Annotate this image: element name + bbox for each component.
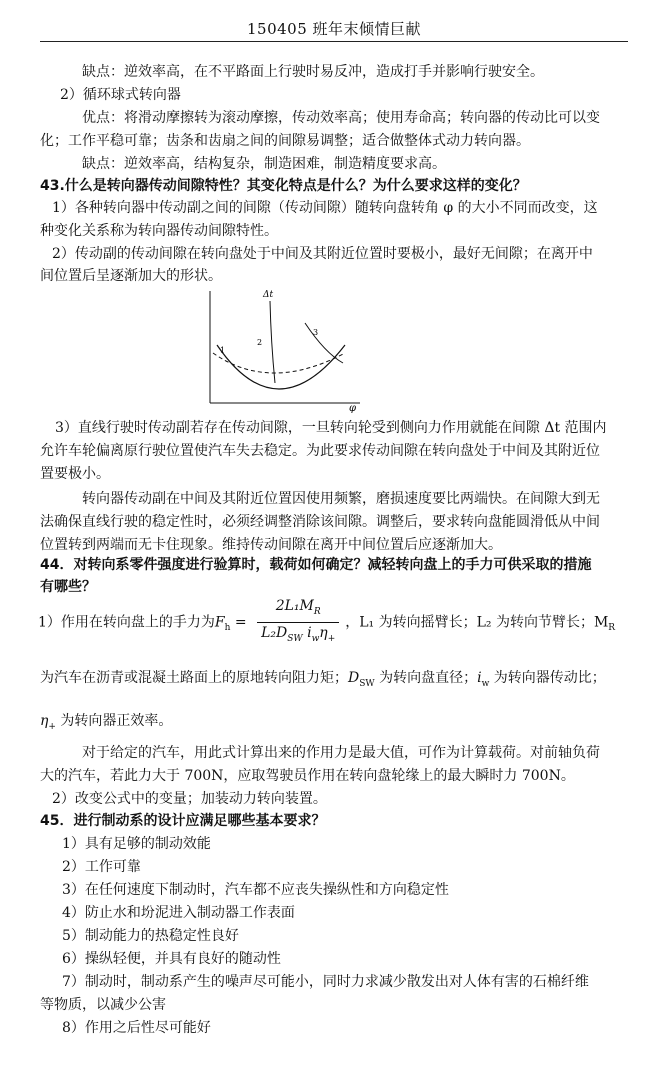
list-item: 4）防止水和坋泥进入制动器工作表面 bbox=[62, 905, 295, 921]
text-line: 缺点：逆效率高，在不平路面上行驶时易反冲，造成打手并影响行驶安全。 bbox=[82, 64, 544, 80]
formula-denominator: $L_2D_{SW}$ $i_w\eta_+$ bbox=[261, 624, 336, 644]
list-item: 5）制动能力的热稳定性良好 bbox=[62, 928, 239, 944]
text-line: 间位置后呈逐渐加大的形状。 bbox=[40, 268, 222, 284]
question-44-heading: 44．对转向系零件强度进行验算时，载荷如何确定？减轻转向盘上的手力可供采取的措施 bbox=[40, 557, 592, 573]
text-line: 3）直线行驶时传动副若存在传动间隙，一旦转向轮受到侧向力作用就能在间隙 Δt 范围内 bbox=[55, 420, 607, 436]
formula-eta-line: $\eta_+$ 为转向器正效率。 bbox=[40, 713, 173, 732]
hand-force-formula bbox=[38, 596, 615, 646]
text-line: 2）循环球式转向器 bbox=[60, 87, 181, 103]
curve-1 bbox=[217, 345, 345, 389]
formula-lhs: F bbox=[214, 614, 225, 631]
list-item: 6）操纵轻便，并具有良好的随动性 bbox=[62, 951, 281, 967]
curve-3 bbox=[305, 323, 343, 363]
text-line: 转向器传动副在中间及其附近位置因使用频繁，磨损速度要比两端快。在间隙大到无 bbox=[82, 491, 600, 507]
text-line: 化；工作平稳可靠；齿条和齿扇之间的间隙易调整；适合做整体式动力转向器。 bbox=[40, 133, 530, 149]
text-line: 允许车轮偏离原行驶位置使汽车失去稳定。为此要求传动间隙在转向盘处于中间及其附近位 bbox=[40, 443, 600, 459]
x-axis-label: φ bbox=[349, 403, 357, 413]
formula-numerator: $2L_1M_R$ bbox=[257, 596, 339, 623]
text-line: 优点：将滑动摩擦转为滚动摩擦，传动效率高；使用寿命高；转向器的传动比可以变 bbox=[82, 110, 600, 126]
text-line: 法确保直线行驶的稳定性时，必须经调整消除该间隙。调整后，要求转向盘能圆滑低从中间 bbox=[40, 514, 600, 530]
text-line: 缺点：逆效率高，结构复杂，制造困难，制造精度要求高。 bbox=[82, 156, 446, 172]
list-item-cont: 等物质，以减少公害 bbox=[40, 997, 166, 1013]
formula-lhs-sub: h bbox=[224, 623, 231, 634]
formula-equals: = bbox=[234, 614, 247, 631]
gap-characteristic-figure bbox=[195, 283, 370, 413]
curve-2 bbox=[270, 301, 275, 383]
text-line: 对于给定的汽车，用此式计算出来的作用力是最大值，可作为计算载荷。对前轴负荷 bbox=[82, 745, 600, 761]
text-line: 种变化关系称为转向器传动间隙特性。 bbox=[40, 223, 278, 239]
formula-variable-line: 为汽车在沥青或混凝土路面上的原地转向阻力矩；$D_{SW}$ 为转向盘直径；$i_w$ 为转向器传动比； bbox=[40, 670, 606, 689]
y-axis-label: Δt bbox=[263, 290, 274, 300]
curve-dashed bbox=[213, 353, 345, 373]
list-item: 3）在任何速度下制动时，汽车都不应丧失操纵性和方向稳定性 bbox=[62, 882, 449, 898]
list-item: 8）作用之后性尽可能好 bbox=[62, 1020, 211, 1036]
formula-mr-sub: R bbox=[608, 623, 616, 634]
header-rule bbox=[40, 41, 628, 42]
text-line: 1）各种转向器中传动副之间的间隙（传动间隙）随转向盘转角 φ 的大小不同而改变，这 bbox=[52, 200, 598, 216]
question-43-heading: 43.什么是转向器传动间隙特性？其变化特点是什么？为什么要求这样的变化？ bbox=[40, 178, 527, 194]
formula-explanation: ，L₁ 为转向摇臂长；L₂ 为转向节臂长；M bbox=[345, 614, 609, 631]
list-item: 1）具有足够的制动效能 bbox=[62, 836, 211, 852]
text-line: 位置转到两端而无卡住现象。维持传动间隙在离开中间位置后应逐渐加大。 bbox=[40, 537, 502, 553]
curve-label: 1 bbox=[220, 346, 226, 355]
list-item: 7）制动时，制动系产生的噪声尽可能小，同时力求减少散发出对人体有害的石棉纤维 bbox=[62, 974, 589, 990]
text-line: 置要极小。 bbox=[40, 466, 110, 482]
question-45-heading: 45．进行制动系的设计应满足哪些基本要求？ bbox=[40, 813, 326, 829]
formula-lead: 1）作用在转向盘上的手力为 bbox=[38, 614, 215, 631]
list-item: 2）工作可靠 bbox=[62, 859, 141, 875]
text-line: 2）传动副的传动间隙在转向盘处于中间及其附近位置时要极小，最好无间隙；在离开中 bbox=[52, 246, 593, 262]
curve-label: 2 bbox=[257, 338, 263, 347]
curve-label: 3 bbox=[313, 328, 319, 337]
question-44-heading-cont: 有哪些？ bbox=[40, 579, 96, 595]
page-header: 150405 班年末倾情巨献 bbox=[246, 20, 422, 38]
text-line: 大的汽车，若此力大于 700N，应取驾驶员作用在转向盘轮缘上的最大瞬时力 700N。 bbox=[40, 768, 575, 784]
text-line: 2）改变公式中的变量；加装动力转向装置。 bbox=[52, 791, 327, 807]
formula-fraction bbox=[257, 596, 339, 649]
